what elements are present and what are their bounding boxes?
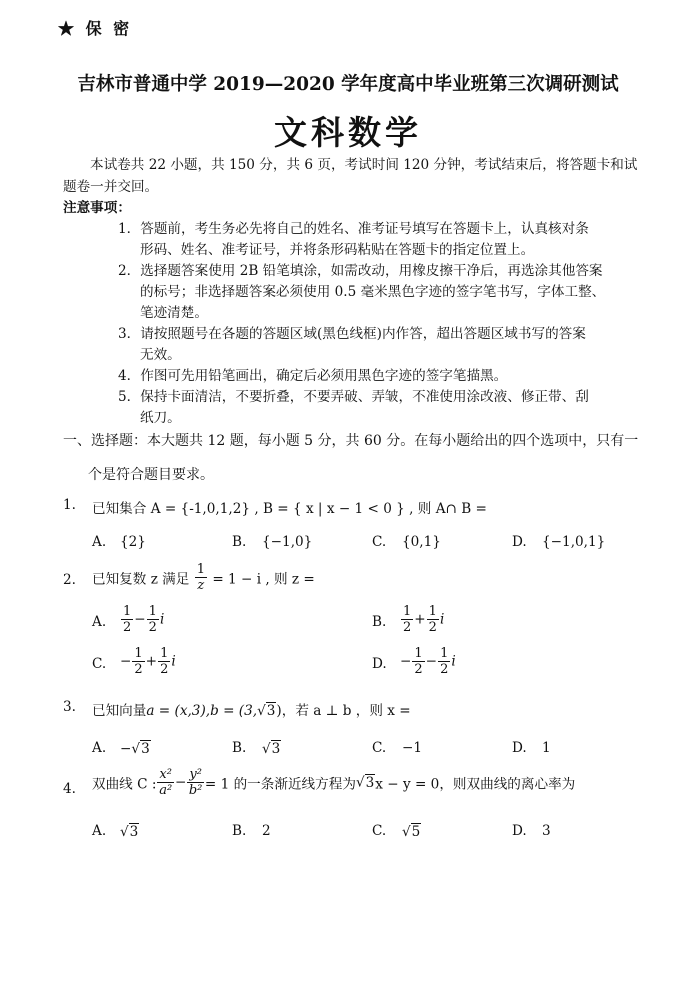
fraction-numerator: y² [189, 767, 202, 782]
question-2-option-b-label: B. [372, 614, 387, 630]
note-3-line-1: 3．请按照题号在各题的答题区域(黑色线框)内作答，超出答题区域书写的答案 [118, 326, 586, 342]
question-4-number: 4. [63, 781, 76, 797]
sqrt-sign: √ [120, 824, 129, 840]
question-1-option-a-label: A. [92, 534, 107, 550]
radicand: 3 [266, 703, 276, 719]
question-3-option-b-label: B. [232, 740, 247, 756]
fraction [438, 646, 450, 677]
vector-b: b = (3, [210, 703, 258, 719]
question-2-option-c-label: C. [92, 656, 107, 672]
question-3-stem [92, 699, 411, 719]
radicand: 3 [365, 775, 375, 791]
question-1-option-a: {2} [120, 534, 146, 550]
question-1-number: 1. [63, 497, 76, 513]
intro-line-1: 本试卷共 22 小题，共 150 分，共 6 页，考试时间 120 分钟，考试结束后，将答题卡和试 [90, 157, 638, 173]
note-2-line-3: 笔迹清楚。 [140, 305, 208, 321]
question-3-number: 3. [63, 699, 76, 715]
question-4-option-c-label: C. [372, 823, 387, 839]
question-3-option-d-label: D. [512, 740, 527, 756]
operator: + [414, 611, 426, 628]
question-1-option-d-label: D. [512, 534, 527, 550]
sqrt-sign: √ [402, 824, 411, 840]
question-1-option-d: {−1,0,1} [542, 534, 606, 550]
question-4-option-b: 2 [262, 823, 271, 839]
fraction-numerator: 1 [196, 562, 205, 577]
question-3-condition: ，若 a ⊥ b ，则 x = [281, 703, 411, 719]
imaginary-unit: i [171, 653, 176, 670]
question-4-stem-mid: = 1 的一条渐近线方程为 [204, 776, 356, 793]
note-3-line-2: 无效。 [140, 347, 181, 363]
fraction-denominator: 2 [440, 662, 449, 677]
question-2-option-a-label: A. [92, 614, 107, 630]
question-4-stem-post: x − y = 0，则双曲线的离心率为 [375, 776, 576, 793]
note-1-line-2: 形码、姓名、准考证号，并将条形码粘贴在答题卡的指定位置上。 [140, 242, 535, 258]
subject-title: 文科数学 [274, 113, 422, 152]
question-3-option-b [262, 740, 281, 757]
fraction [187, 767, 204, 798]
question-1-option-c: {0,1} [402, 534, 441, 550]
close-paren: ) [276, 703, 282, 719]
fraction [401, 604, 413, 635]
question-2-option-d [400, 646, 456, 677]
fraction-denominator: z [197, 578, 205, 593]
sign: − [120, 653, 132, 670]
sign: − [120, 741, 132, 757]
sqrt-sign: √ [355, 774, 365, 791]
fraction-denominator: b² [188, 783, 203, 798]
fraction [157, 767, 174, 798]
question-4-stem [92, 767, 575, 798]
sqrt-sign: √ [262, 741, 271, 757]
radicand: 3 [141, 741, 150, 757]
note-2-line-1: 2．选择题答案使用 2B 铅笔填涂，如需改动，用橡皮擦干净后，再选涂其他答案 [118, 263, 603, 279]
fraction-denominator: 2 [428, 620, 437, 635]
fraction-numerator: 1 [403, 604, 412, 619]
fraction [412, 646, 424, 677]
notes-heading: 注意事项： [63, 200, 131, 216]
question-1-option-c-label: C. [372, 534, 387, 550]
question-3-option-c: −1 [402, 740, 423, 756]
sqrt-sign: √ [131, 741, 141, 757]
fraction-denominator: 2 [160, 662, 169, 677]
fraction-numerator: 1 [148, 604, 157, 619]
question-2-option-c [120, 646, 176, 677]
fraction [121, 604, 133, 635]
fraction [132, 646, 144, 677]
sqrt-sign: √ [257, 703, 266, 719]
radicand: 3 [129, 824, 139, 840]
question-3-option-a-label: A. [92, 740, 107, 756]
fraction-denominator: a² [159, 783, 173, 798]
fraction-numerator: 1 [134, 646, 143, 661]
fraction-numerator: 1 [160, 646, 169, 661]
fraction-numerator: 1 [123, 604, 132, 619]
question-3-option-a [120, 740, 151, 757]
question-1-option-b-label: B. [232, 534, 247, 550]
fraction-denominator: 2 [123, 620, 132, 635]
question-2-number: 2. [63, 572, 76, 588]
section-1-heading: 一、选择题：本大题共 12 题，每小题 5 分，共 60 分。在每小题给出的四个选项中，只有一 [63, 433, 639, 449]
fraction-denominator: 2 [148, 620, 157, 635]
confidential-mark: ★ 保 密 [58, 19, 133, 38]
note-4-line-1: 4．作图可先用铅笔画出，确定后必须用黑色字迹的签字笔描黑。 [118, 368, 508, 384]
fraction [427, 604, 439, 635]
note-5-line-1: 5．保持卡面清洁，不要折叠，不要弄破、弄皱，不准使用涂改液、修正带、刮 [118, 389, 589, 405]
question-2-stem-text: 已知复数 z 满足 [92, 571, 190, 588]
question-2-stem-post: = 1 − i , 则 z = [212, 571, 315, 588]
question-2-fraction [195, 562, 207, 593]
fraction-numerator: 1 [414, 646, 423, 661]
section-1-heading-cont: 个是符合题目要求。 [88, 467, 214, 483]
imaginary-unit: i [159, 611, 165, 628]
note-2-line-2: 的标号；非选择题答案必须使用 0.5 毫米黑色字迹的签字笔书写，字体工整、 [140, 284, 606, 300]
operator: + [145, 653, 158, 670]
fraction-denominator: 2 [414, 662, 423, 677]
question-1-option-b: {−1,0} [262, 534, 313, 550]
question-4-option-d-label: D. [512, 823, 527, 839]
operator: − [425, 653, 438, 670]
fraction-denominator: 2 [403, 620, 412, 635]
question-2-option-b [400, 604, 444, 635]
fraction-denominator: 2 [134, 662, 143, 677]
question-4-option-c [402, 823, 421, 840]
fraction-numerator: x² [159, 767, 172, 782]
question-3-option-d: 1 [542, 740, 551, 756]
question-4-option-d: 3 [542, 823, 551, 839]
note-5-line-2: 纸刀。 [140, 410, 181, 426]
note-1-line-1: 1．答题前，考生务必先将自己的姓名、准考证号填写在答题卡上，认真核对条 [118, 221, 589, 237]
question-2-stem [92, 562, 315, 593]
fraction-numerator: 1 [440, 646, 449, 661]
imaginary-unit: i [439, 611, 445, 628]
question-2-option-a [120, 604, 164, 635]
fraction [158, 646, 170, 677]
sign: − [400, 653, 412, 670]
vector-a: a = (x,3), [146, 703, 211, 719]
imaginary-unit: i [451, 653, 456, 670]
question-4-option-b-label: B. [232, 823, 247, 839]
question-4-option-a [120, 823, 139, 840]
question-1-stem: 已知集合 A = {-1,0,1,2} , B = { x | x − 1 < 0 } , 则 A∩ B = [92, 501, 487, 517]
fraction-numerator: 1 [428, 604, 437, 619]
question-4-option-a-label: A. [92, 823, 107, 839]
operator: − [134, 611, 146, 628]
radicand: 3 [271, 741, 281, 757]
radicand: 5 [411, 824, 421, 840]
intro-line-2: 题卷一并交回。 [63, 179, 159, 195]
question-3-stem-text: 已知向量 [92, 703, 147, 719]
question-3-option-c-label: C. [372, 740, 387, 756]
question-4-stem-text: 双曲线 C : [92, 776, 157, 793]
fraction [147, 604, 159, 635]
exam-title: 吉林市普通中学 2019—2020 学年度高中毕业班第三次调研测试 [77, 74, 619, 95]
question-2-option-d-label: D. [372, 656, 387, 672]
operator: − [174, 774, 187, 791]
